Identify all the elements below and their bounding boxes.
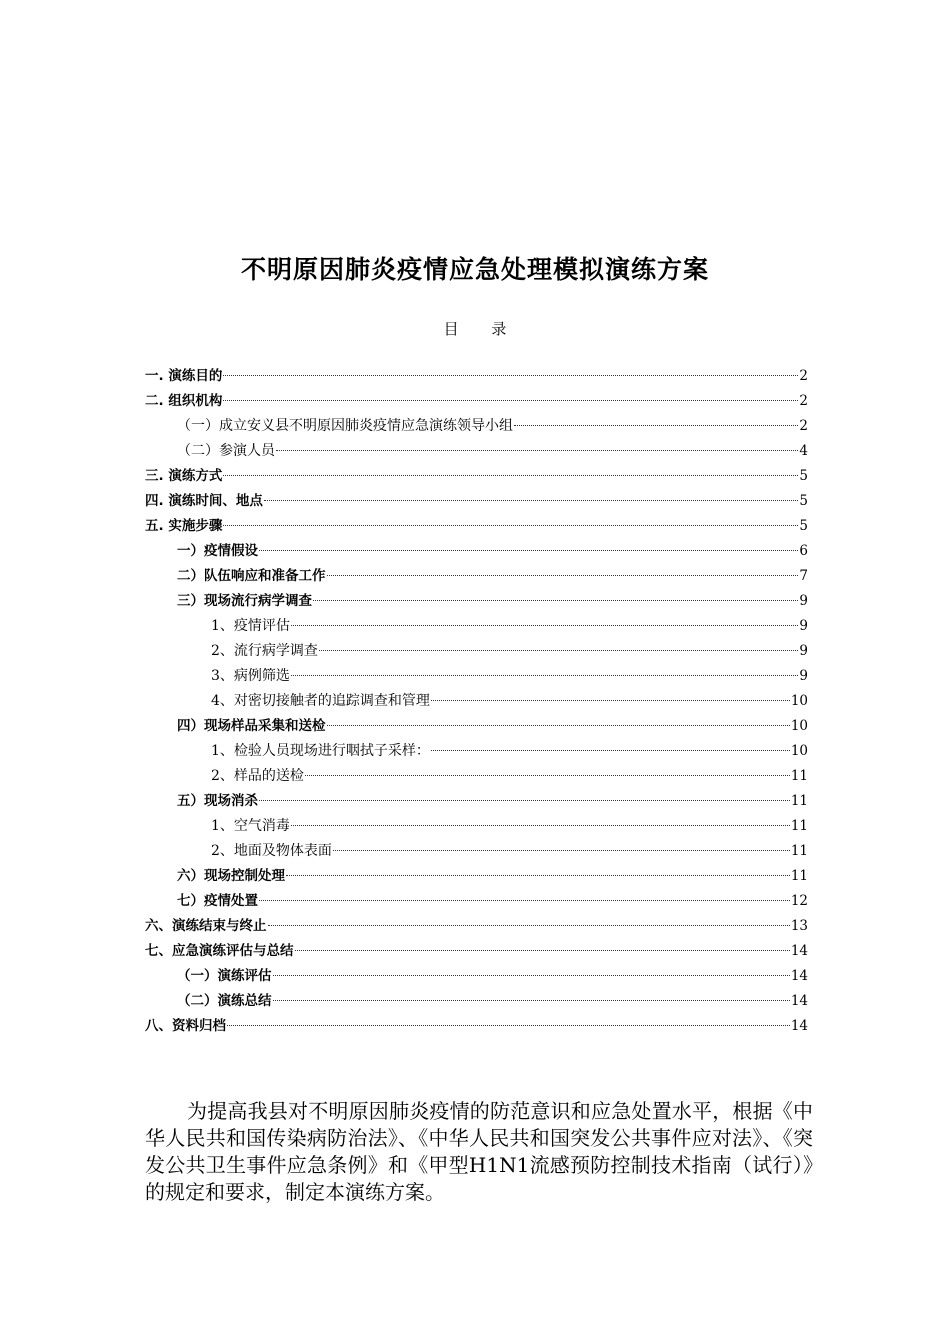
toc-dot-leader: [276, 449, 798, 451]
toc-dot-leader: [514, 424, 798, 426]
toc-entry-title: 2、地面及物体表面: [211, 843, 332, 859]
toc-entry-title: 七）疫情处置: [177, 893, 258, 909]
toc-dot-leader: [313, 599, 798, 601]
toc-entry-title: 2、流行病学调查: [211, 643, 318, 659]
toc-entry-title: （二）参演人员: [177, 443, 275, 459]
toc-dot-leader: [286, 874, 790, 876]
toc-entry[interactable]: [145, 764, 808, 789]
toc-page-number: 11: [790, 818, 808, 834]
toc-page-number: 10: [790, 718, 808, 734]
toc-entry[interactable]: [145, 439, 808, 464]
toc-entry-title: 三）现场流行病学调查: [177, 593, 312, 609]
toc-entry[interactable]: [145, 989, 808, 1014]
toc-entry-title: 五）现场消杀: [177, 793, 258, 809]
toc-page-number: 9: [799, 593, 808, 609]
toc-entry-title: （一）演练评估: [177, 968, 272, 984]
toc-entry[interactable]: [145, 539, 808, 564]
toc-page-number: 11: [790, 768, 808, 784]
toc-entry-title: 七、应急演练评估与总结: [145, 943, 294, 959]
toc-entry-title: 3、病例筛选: [211, 668, 290, 684]
toc-dot-leader: [319, 649, 798, 651]
toc-dot-leader: [223, 399, 798, 401]
toc-page-number: 4: [799, 443, 808, 459]
toc-page-number: 2: [799, 393, 808, 409]
toc-entry-title: 四）现场样品采集和送检: [177, 718, 326, 734]
toc-entry-title: 4、对密切接触者的追踪调查和管理: [211, 693, 430, 709]
toc-dot-leader: [431, 699, 790, 701]
toc-entry-title: 四. 演练时间、地点: [145, 493, 263, 509]
toc-page-number: 11: [790, 868, 808, 884]
toc-entry-title: 1、疫情评估: [211, 618, 290, 634]
toc-dot-leader: [295, 949, 790, 951]
toc-page-number: 5: [799, 493, 808, 509]
toc-entry[interactable]: [145, 464, 808, 489]
toc-entry-title: 三. 演练方式: [145, 468, 223, 484]
toc-heading: 目 录: [443, 320, 521, 338]
toc-dot-leader: [268, 924, 790, 926]
toc-page-number: 9: [799, 668, 808, 684]
toc-page-number: 14: [790, 968, 808, 984]
toc-entry[interactable]: [145, 414, 808, 439]
toc-dot-leader: [259, 549, 798, 551]
toc-page-number: 14: [790, 993, 808, 1009]
toc-page-number: 12: [790, 893, 808, 909]
toc-page-number: 11: [790, 793, 808, 809]
toc-page-number: 5: [799, 518, 808, 534]
toc-page-number: 5: [799, 468, 808, 484]
toc-page-number: 7: [799, 568, 808, 584]
toc-entry-title: 二）队伍响应和准备工作: [177, 568, 326, 584]
toc-dot-leader: [305, 774, 790, 776]
toc-dot-leader: [223, 374, 798, 376]
toc-entry-title: 八、资料归档: [145, 1018, 226, 1034]
document-title: 不明原因肺炎疫情应急处理模拟演练方案: [240, 255, 709, 284]
toc-entry[interactable]: [145, 489, 808, 514]
toc-entry-title: 六）现场控制处理: [177, 868, 285, 884]
toc-page-number: 14: [790, 1018, 808, 1034]
toc-entry-title: 一. 演练目的: [145, 368, 223, 384]
toc-entry-title: 1、空气消毒: [211, 818, 290, 834]
toc-dot-leader: [333, 849, 790, 851]
toc-entry[interactable]: [145, 839, 808, 864]
toc-dot-leader: [291, 624, 798, 626]
toc-entry[interactable]: [145, 889, 808, 914]
toc-dot-leader: [223, 474, 798, 476]
toc-dot-leader: [264, 499, 799, 501]
toc-entry-title: 1、检验人员现场进行咽拭子采样：: [211, 743, 430, 759]
toc-entry[interactable]: [145, 864, 808, 889]
toc-dot-leader: [273, 999, 790, 1001]
toc-entry[interactable]: [145, 364, 808, 389]
toc-dot-leader: [327, 724, 790, 726]
toc-entry[interactable]: [145, 589, 808, 614]
toc-entry[interactable]: [145, 964, 808, 989]
toc-dot-leader: [291, 824, 790, 826]
toc-entry[interactable]: [145, 914, 808, 939]
toc-entry[interactable]: [145, 389, 808, 414]
toc-dot-leader: [259, 899, 790, 901]
toc-entry[interactable]: [145, 689, 808, 714]
toc-entry-title: 五. 实施步骤: [145, 518, 223, 534]
toc-page-number: 11: [790, 843, 808, 859]
toc-entry[interactable]: [145, 739, 808, 764]
toc-entry[interactable]: [145, 814, 808, 839]
toc-page-number: 2: [799, 368, 808, 384]
toc-page-number: 13: [790, 918, 808, 934]
toc-entry[interactable]: [145, 564, 808, 589]
toc-dot-leader: [273, 974, 790, 976]
toc-entry-title: 二. 组织机构: [145, 393, 223, 409]
toc-page-number: 6: [799, 543, 808, 559]
toc-page-number: 9: [799, 618, 808, 634]
toc-entry[interactable]: [145, 514, 808, 539]
toc-entry[interactable]: [145, 639, 808, 664]
toc-entry-title: （二）演练总结: [177, 993, 272, 1009]
toc-entry[interactable]: [145, 1014, 808, 1039]
table-of-contents: [145, 364, 808, 1039]
toc-dot-leader: [431, 749, 790, 751]
toc-entry[interactable]: [145, 614, 808, 639]
intro-paragraph: 为提高我县对不明原因肺炎疫情的防范意识和应急处置水平，根据《中华人民共和国传染病防治法》、《中华人民共和国突发公共事件应对法》、《突发公共卫生事件应急条例》和《甲型H1N1流感预防控制技术指南（试行）》的规定和要求，制定本演练方案。: [145, 1099, 813, 1204]
toc-entry-title: 六、演练结束与终止: [145, 918, 267, 934]
toc-entry[interactable]: [145, 714, 808, 739]
toc-entry[interactable]: [145, 939, 808, 964]
toc-entry[interactable]: [145, 664, 808, 689]
toc-entry-title: （一）成立安义县不明原因肺炎疫情应急演练领导小组: [177, 418, 513, 434]
toc-page-number: 2: [799, 418, 808, 434]
toc-dot-leader: [259, 799, 790, 801]
toc-entry-title: 一）疫情假设: [177, 543, 258, 559]
toc-dot-leader: [223, 524, 798, 526]
toc-page-number: 9: [799, 643, 808, 659]
toc-dot-leader: [291, 674, 798, 676]
toc-page-number: 10: [790, 743, 808, 759]
toc-dot-leader: [327, 574, 799, 576]
toc-page-number: 14: [790, 943, 808, 959]
toc-entry-title: 2、样品的送检: [211, 768, 304, 784]
toc-entry[interactable]: [145, 789, 808, 814]
toc-page-number: 10: [790, 693, 808, 709]
toc-dot-leader: [227, 1024, 790, 1026]
